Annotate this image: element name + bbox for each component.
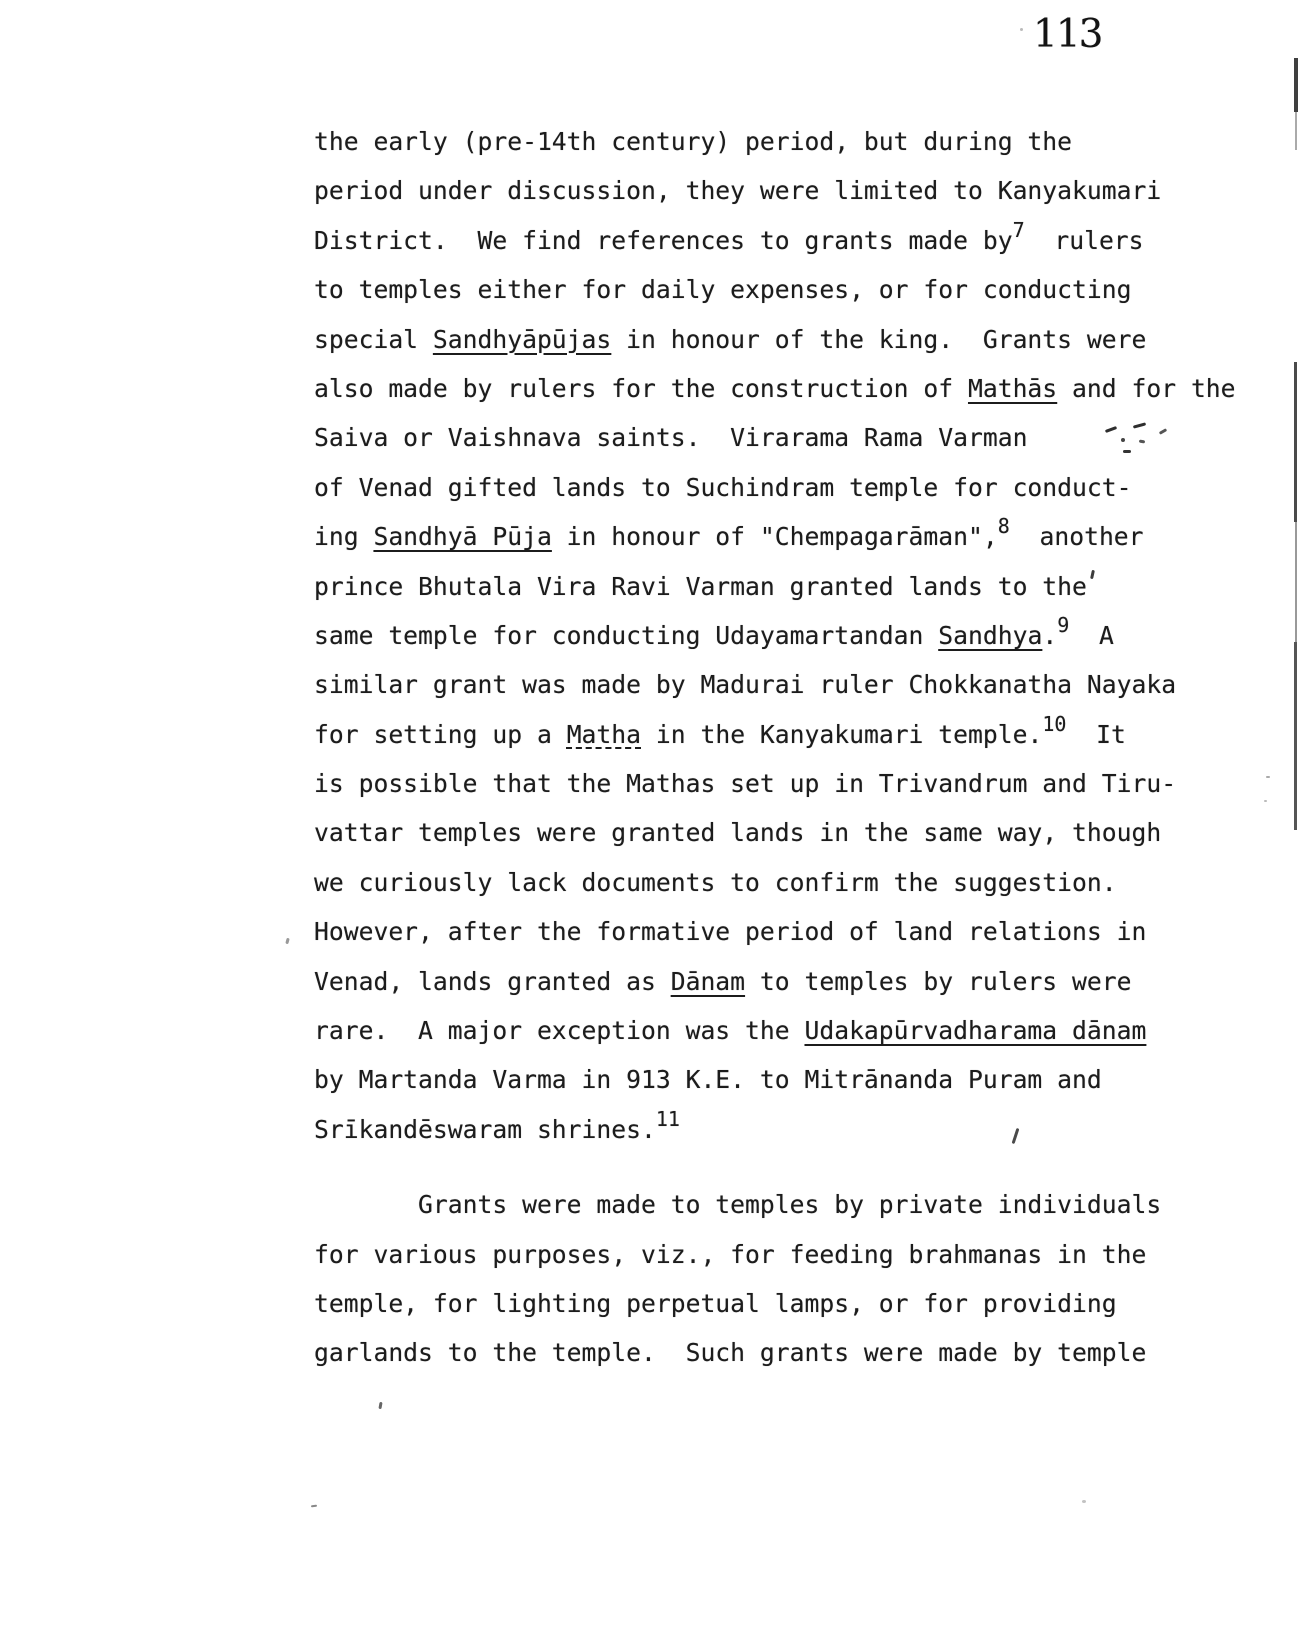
text-line <box>314 1055 1274 1104</box>
text-segment: Grants were made to temples by private individuals <box>314 1190 1162 1220</box>
footnote-number: 7 <box>1012 217 1025 242</box>
paragraph-1 <box>314 117 1274 1154</box>
text-line <box>314 1105 1274 1154</box>
text-line <box>314 660 1274 709</box>
underlined-term: Sandhyā Pūja <box>373 522 552 552</box>
ink-speck <box>1121 438 1125 442</box>
text-line <box>314 1006 1274 1055</box>
text-segment: in honour of the king. Grants were <box>611 324 1147 354</box>
scan-edge-line <box>1294 58 1298 112</box>
text-segment: However, after the formative period of land relations in <box>314 917 1147 947</box>
footnote-number: 9 <box>1057 612 1070 637</box>
text-segment: for various purposes, viz., for feeding brahmanas in the <box>314 1239 1147 1269</box>
ink-speck <box>1264 800 1267 802</box>
text-line <box>314 808 1274 857</box>
text-line <box>314 611 1274 660</box>
text-segment: to temples by rulers were <box>745 966 1132 996</box>
text-segment: Saiva or Vaishnava saints. Virarama Rama Varman <box>314 423 1028 453</box>
text-line <box>314 1279 1274 1328</box>
text-line <box>314 463 1274 512</box>
text-segment: vattar temples were granted lands in the same way, though <box>314 818 1162 848</box>
footnote-number: 8 <box>997 514 1010 539</box>
ink-speck <box>1159 428 1167 435</box>
text-segment: the early (pre-14th century) period, but during the <box>314 127 1073 156</box>
text-line <box>314 907 1274 956</box>
text-segment: Venad, lands granted as <box>314 966 671 996</box>
text-segment: It <box>1066 719 1126 749</box>
text-line <box>314 562 1274 611</box>
footnote-number: 11 <box>655 1106 680 1131</box>
text-segment: prince Bhutala Vira Ravi Varman granted lands to the <box>314 571 1087 601</box>
text-line <box>314 364 1274 413</box>
ink-smudge <box>1105 420 1180 460</box>
underlined-term: Udakapūrvadharama dānam <box>804 1016 1147 1046</box>
text-segment: period under discussion, they were limited to Kanyakumari <box>314 176 1162 206</box>
text-line <box>314 166 1274 215</box>
ink-speck <box>1105 426 1117 433</box>
ink-speck <box>1139 440 1145 444</box>
text-segment: temple, for lighting perpetual lamps, or for providing <box>314 1288 1117 1318</box>
typewritten-text <box>314 117 1274 1378</box>
scan-edge-line <box>1295 112 1297 150</box>
text-line <box>314 1328 1274 1377</box>
text-segment: by Martanda Varma in 913 K.E. to Mitrānanda Puram and <box>314 1065 1102 1095</box>
text-line <box>314 710 1274 759</box>
text-line <box>314 216 1274 265</box>
text-segment: District. We find references to grants made by <box>314 225 1013 255</box>
scan-edge-line <box>1294 642 1297 830</box>
ink-speck <box>1020 28 1023 31</box>
text-segment: in honour of "Chempagarāman", <box>551 522 998 552</box>
ink-speck <box>378 1402 382 1409</box>
text-line <box>314 957 1274 1006</box>
ink-speck <box>1082 1500 1086 1503</box>
ink-speck <box>1133 422 1146 428</box>
text-segment: ing <box>314 522 374 552</box>
text-line <box>314 1180 1274 1229</box>
text-line <box>314 858 1274 907</box>
text-line <box>314 1230 1274 1279</box>
text-segment: same temple for conducting Udayamartandan <box>314 620 939 650</box>
text-segment: for setting up a <box>314 719 567 749</box>
text-line <box>314 512 1274 561</box>
text-segment: we curiously lack documents to confirm the suggestion. <box>314 867 1117 897</box>
scan-edge-line <box>1295 522 1297 642</box>
underlined-term: Sandhyāpūjas <box>432 324 612 354</box>
text-segment: also made by rulers for the construction of <box>314 373 968 403</box>
ink-speck <box>1266 776 1270 778</box>
text-segment: is possible that the Mathas set up in Trivandrum and Tiru- <box>314 769 1177 799</box>
paragraph-2 <box>314 1180 1274 1378</box>
footnote-number: 10 <box>1042 711 1067 736</box>
page-number: 113 <box>1033 12 1102 57</box>
text-segment: similar grant was made by Madurai ruler Chokkanatha Nayaka <box>314 670 1177 700</box>
ink-speck <box>1123 450 1131 453</box>
text-segment: and for the <box>1057 373 1236 403</box>
text-segment: another <box>1009 522 1144 552</box>
underlined-term: Sandhya <box>938 620 1043 650</box>
text-segment: special <box>314 324 433 354</box>
text-line <box>314 315 1274 364</box>
text-segment: rulers <box>1024 225 1144 255</box>
underlined-term: Matha <box>566 719 642 749</box>
text-line <box>314 759 1274 808</box>
text-segment: . <box>1042 620 1058 650</box>
text-segment: rare. A major exception was the <box>314 1016 805 1046</box>
text-segment: of Venad gifted lands to Suchindram temple for conduct- <box>314 472 1132 502</box>
text-segment: garlands to the temple. Such grants were made by temple <box>314 1338 1147 1368</box>
text-segment: to temples either for daily expenses, or for conducting <box>314 275 1132 305</box>
underlined-term: Dānam <box>670 966 746 996</box>
ink-speck <box>311 1505 317 1508</box>
underlined-term: Mathās <box>967 373 1058 403</box>
text-line <box>314 117 1274 166</box>
text-segment: in the Kanyakumari temple. <box>641 719 1043 749</box>
ink-speck <box>285 938 289 945</box>
text-segment: A <box>1069 620 1114 650</box>
text-segment: Srīkandēswaram shrines. <box>314 1114 656 1144</box>
text-line <box>314 265 1274 314</box>
scan-edge-line <box>1294 362 1297 522</box>
